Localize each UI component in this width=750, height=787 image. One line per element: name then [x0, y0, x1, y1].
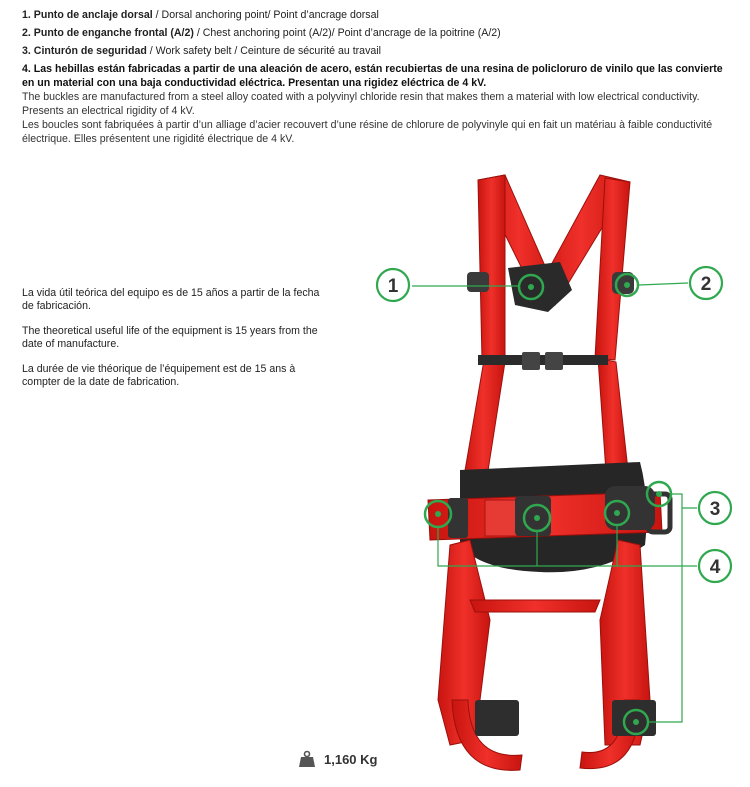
- spec-item-3-translation: / Work safety belt / Ceinture de sécurité au travail: [146, 45, 381, 57]
- spec-item-4-number: 4.: [22, 63, 31, 75]
- spec-item-4-en: The buckles are manufactured from a steel alloy coated with a polyvinyl chloride resin that makes them a material with low electrical conductivity. Presents an electrical rigidity of 4 kV.: [22, 91, 700, 117]
- left-leg-buckle: [475, 700, 519, 736]
- lifetime-fr: La durée de vie théorique de l’équipement est de 15 ans à compter de la date de fabrication.: [22, 363, 296, 388]
- dorsal-pad: [508, 262, 572, 312]
- weight-info: [298, 750, 377, 768]
- right-leg-buckle: [612, 700, 656, 736]
- spec-item-1-number: 1.: [22, 9, 31, 21]
- callout-3: [699, 492, 731, 524]
- callout-4-label: 4: [709, 557, 721, 578]
- spec-item-2-title: Punto de enganche frontal (A/2): [33, 27, 194, 39]
- spec-item-3-number: 3.: [22, 45, 31, 57]
- spec-item-4-es-text: Las hebillas están fabricadas a partir de una aleación de acero, están recubiertas de una resina de policloruro de vinilo que las convierte en un material con una baja conductividad eléctrica. Presentan una rigidez eléctrica de 4 kV.: [22, 63, 723, 89]
- callout-1-label: 1: [387, 276, 399, 297]
- callout-3-label: 3: [709, 499, 721, 520]
- weight-value: 1,160 Kg: [324, 751, 378, 767]
- callout-2-label: 2: [700, 274, 712, 295]
- lifetime-es: La vida útil teórica del equipo es de 15 años a partir de la fecha de fabricación.: [22, 287, 320, 312]
- callout-4: [699, 550, 731, 582]
- callout-1: [377, 269, 409, 301]
- spec-item-2-translation: / Chest anchoring point (A/2)/ Point d’ancrage de la poitrine (A/2): [193, 27, 501, 39]
- lifetime-en: The theoretical useful life of the equipment is 15 years from the date of manufacture.: [22, 325, 318, 350]
- spec-item-3-title: Cinturón de seguridad: [33, 45, 147, 57]
- spec-item-1-translation: / Dorsal anchoring point/ Point d’ancrage dorsal: [152, 9, 379, 21]
- spec-item-4-fr: Les boucles sont fabriquées à partir d’un alliage d’acier recouvert d’une résine de chlorure de polyvinyle qui en fait un matériau à faible conductivité électrique. Elles présentent une rigidité électrique de 4 kV.: [22, 119, 713, 145]
- spec-item-2-number: 2.: [22, 27, 31, 39]
- weight-icon: [298, 750, 316, 768]
- spec-item-1-title: Punto de anclaje dorsal: [33, 9, 153, 21]
- dorsal-buckle: [467, 272, 489, 292]
- callout-2: [690, 267, 722, 299]
- shoulder-straps: [462, 175, 630, 490]
